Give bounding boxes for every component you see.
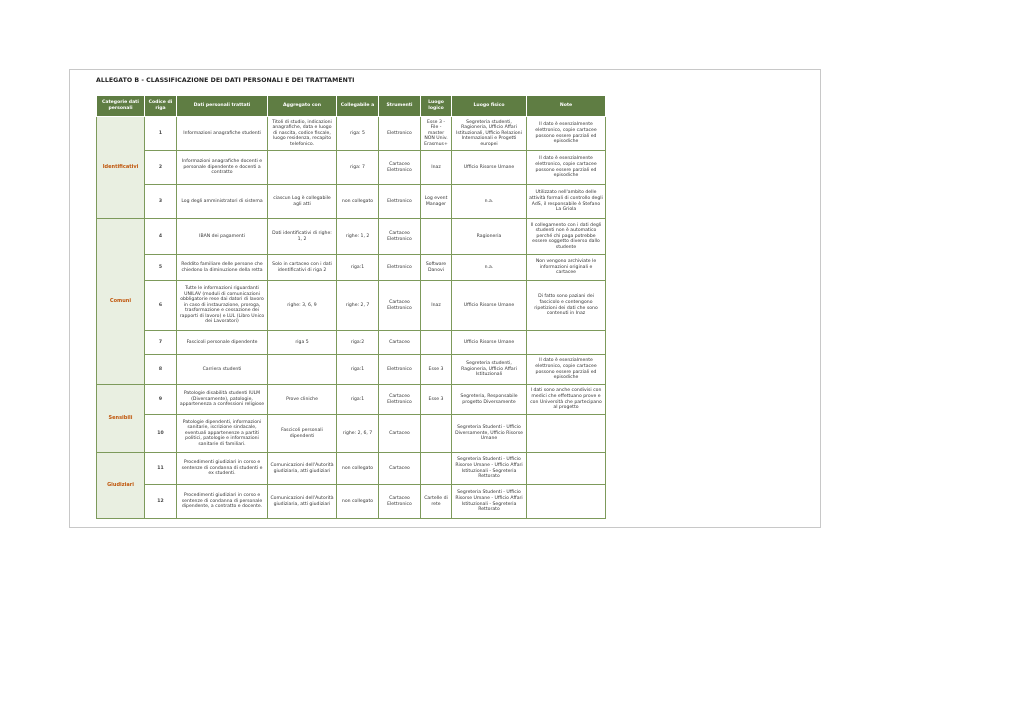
table-row — [97, 255, 606, 281]
cell-luogo-logico — [421, 415, 452, 453]
cell-luogo-logico: Log event Manager — [421, 185, 452, 219]
cell-collegabile: riga:1 — [337, 355, 379, 385]
cell-luogo-logico: Esse 3 - File - master NON Univ. Erasmus+ — [421, 117, 452, 151]
table-row — [97, 185, 606, 219]
classification-table — [96, 95, 606, 519]
cell-codice: 11 — [145, 453, 177, 485]
table-row — [97, 219, 606, 255]
category-cell: Giudiziari — [97, 453, 145, 519]
header-categoria: Categorie dati personali — [97, 96, 145, 117]
cell-dati: Procedimenti giudiziari in corso e sentenze di condanna di studenti e ex studenti. — [177, 453, 268, 485]
cell-collegabile: riga:1 — [337, 255, 379, 281]
cell-luogo-fisico: Ufficio Risorse Umane — [452, 151, 527, 185]
cell-collegabile: riga:2 — [337, 331, 379, 355]
cell-luogo-fisico: n.a. — [452, 185, 527, 219]
cell-note: Il dato è esenzialmente elettronico, copie cartacee possono essere parziali ed episodiche — [527, 151, 606, 185]
table-row — [97, 385, 606, 415]
cell-luogo-fisico: Segreteria Studenti - Ufficio Risorse Umane - Ufficio Affari Istituzionali - Segreteria Rettorato — [452, 485, 527, 519]
table-row — [97, 355, 606, 385]
cell-strumenti: Elettronico — [379, 255, 421, 281]
header-note: Note — [527, 96, 606, 117]
category-cell: Identificativi — [97, 117, 145, 219]
cell-note: Il dato è esenzialmente elettronico, copie cartacee possono essere parziali ed episodiche — [527, 117, 606, 151]
cell-luogo-logico: Software Danovi — [421, 255, 452, 281]
header-collegabile: Collegabile a — [337, 96, 379, 117]
cell-luogo-logico: Inaz — [421, 151, 452, 185]
cell-aggregato: Titoli di studio, indicazioni anagrafiche, data e luogo di nascita, codice fiscale, luogo residenza, recapito telefonico. — [268, 117, 337, 151]
cell-strumenti: Elettronico — [379, 185, 421, 219]
cell-dati: Reddito familiare delle persone che chiedono la diminuzione della retta — [177, 255, 268, 281]
cell-dati: Fascicoli personale dipendente — [177, 331, 268, 355]
header-dati: Dati personali trattati — [177, 96, 268, 117]
cell-codice: 3 — [145, 185, 177, 219]
cell-luogo-logico: Inaz — [421, 281, 452, 331]
cell-luogo-fisico: Segreteria Studenti - Ufficio Risorse Umane - Ufficio Affari Istituzionali - Segreteria Rettorato — [452, 453, 527, 485]
cell-strumenti: Cartaceo Elettronico — [379, 385, 421, 415]
cell-luogo-fisico: Ragioneria — [452, 219, 527, 255]
cell-luogo-fisico: Segreteria Studenti - Ufficio Diversamente, Ufficio Risorse Umane — [452, 415, 527, 453]
cell-note: Di fatto sono paziani dei fascicolo e contengono ripetizioni dei dati che sono contenuti in Inaz — [527, 281, 606, 331]
cell-collegabile: non collegato — [337, 485, 379, 519]
cell-collegabile: riga: 5 — [337, 117, 379, 151]
cell-dati: Patologie disabilità studenti IULM (Diversamente), patologie, appartenenza a confessioni religiose — [177, 385, 268, 415]
category-cell: Sensibili — [97, 385, 145, 453]
table-row — [97, 415, 606, 453]
table-row — [97, 485, 606, 519]
cell-luogo-logico — [421, 219, 452, 255]
cell-codice: 9 — [145, 385, 177, 415]
cell-note — [527, 415, 606, 453]
cell-collegabile: riga:1 — [337, 385, 379, 415]
cell-luogo-logico: Esse 3 — [421, 355, 452, 385]
cell-codice: 2 — [145, 151, 177, 185]
cell-codice: 4 — [145, 219, 177, 255]
cell-strumenti: Cartaceo Elettronico — [379, 219, 421, 255]
cell-luogo-fisico: Segreteria, Responsabile progetto Diversamente — [452, 385, 527, 415]
category-cell: Comuni — [97, 219, 145, 385]
cell-collegabile: riga: 7 — [337, 151, 379, 185]
cell-codice: 12 — [145, 485, 177, 519]
cell-aggregato — [268, 355, 337, 385]
cell-aggregato — [268, 151, 337, 185]
cell-codice: 1 — [145, 117, 177, 151]
cell-note — [527, 453, 606, 485]
cell-luogo-fisico: Ufficio Risorse Umane — [452, 281, 527, 331]
cell-codice: 7 — [145, 331, 177, 355]
cell-note: Il collegamento con i dati degli studenti non è automatico perché chi paga potrebbe essere soggetto diverso dallo studente — [527, 219, 606, 255]
table-row — [97, 151, 606, 185]
cell-aggregato: ciascun Log è collegabile agli atti — [268, 185, 337, 219]
cell-aggregato: righe: 3, 6, 9 — [268, 281, 337, 331]
cell-strumenti: Cartaceo Elettronico — [379, 281, 421, 331]
cell-luogo-logico — [421, 453, 452, 485]
table-header-row — [97, 96, 606, 117]
cell-aggregato: Dati identificativi di righe: 1, 2 — [268, 219, 337, 255]
cell-codice: 8 — [145, 355, 177, 385]
cell-collegabile: righe: 1, 2 — [337, 219, 379, 255]
cell-note — [527, 485, 606, 519]
cell-strumenti: Cartaceo — [379, 331, 421, 355]
cell-aggregato: Prove cliniche — [268, 385, 337, 415]
table-body — [97, 117, 606, 519]
table-row — [97, 453, 606, 485]
cell-codice: 6 — [145, 281, 177, 331]
cell-strumenti: Elettronico — [379, 355, 421, 385]
cell-luogo-fisico: n.a. — [452, 255, 527, 281]
cell-collegabile: non collegato — [337, 453, 379, 485]
cell-strumenti: Cartaceo — [379, 453, 421, 485]
cell-note: Non vengono archiviate le informazioni originali e cartacee — [527, 255, 606, 281]
cell-dati: Procedimenti giudiziari in corso e sentenze di condanna di personale dipendente, a contratto e docente. — [177, 485, 268, 519]
cell-dati: Informazioni anagrafiche studenti — [177, 117, 268, 151]
cell-aggregato: riga 5 — [268, 331, 337, 355]
cell-luogo-logico: Cartelle di rete — [421, 485, 452, 519]
table-row — [97, 331, 606, 355]
cell-luogo-logico — [421, 331, 452, 355]
cell-collegabile: righe: 2, 6, 7 — [337, 415, 379, 453]
cell-dati: Log degli amministratori di sistema — [177, 185, 268, 219]
header-luogo-logico: Luogo logico — [421, 96, 452, 117]
table-row — [97, 281, 606, 331]
cell-luogo-fisico: Ufficio Risorse Umane — [452, 331, 527, 355]
cell-note: Utilizzato nell'ambito delle attività formali di controllo degli AdS, il responsabile è Stefano La Griola — [527, 185, 606, 219]
document-title: ALLEGATO B - CLASSIFICAZIONE DEI DATI PERSONALI E DEI TRATTAMENTI — [96, 77, 355, 84]
cell-strumenti: Cartaceo Elettronico — [379, 151, 421, 185]
cell-aggregato: Fascicoli personali dipendenti — [268, 415, 337, 453]
header-aggregato: Aggregato con — [268, 96, 337, 117]
header-luogo-fisico: Luogo fisico — [452, 96, 527, 117]
cell-luogo-fisico: Segreteria studenti, Ragioneria, Ufficio Affari Istituzionali, Ufficio Relazioni Internazionali e Progetti europei — [452, 117, 527, 151]
cell-aggregato: Solo in cartaceo con i dati identificativi di riga 2 — [268, 255, 337, 281]
cell-note — [527, 331, 606, 355]
cell-aggregato: Comunicazioni dell'Autorità giudiziaria, atti giudiziari — [268, 485, 337, 519]
cell-collegabile: righe: 2, 7 — [337, 281, 379, 331]
cell-note: I dati sono anche condivisi con medici che effettuano prove e con Università che partecipano al progetto — [527, 385, 606, 415]
cell-collegabile: non collegato — [337, 185, 379, 219]
cell-strumenti: Cartaceo — [379, 415, 421, 453]
cell-strumenti: Elettronico — [379, 117, 421, 151]
cell-dati: IBAN dei pagamenti — [177, 219, 268, 255]
cell-strumenti: Cartaceo Elettronico — [379, 485, 421, 519]
cell-dati: Tutte le informazioni riguardanti UNILAV (moduli di comunicazioni obbligatorie rese dai datori di lavoro in caso di instaurazione, proroga, trasformazione e cessazione dei rapporti di lavoro) e LUL (Libro Unico dei Lavoratori) — [177, 281, 268, 331]
cell-aggregato: Comunicazioni dell'Autorità giudiziaria, atti giudiziari — [268, 453, 337, 485]
cell-codice: 5 — [145, 255, 177, 281]
cell-dati: Carriera studenti — [177, 355, 268, 385]
cell-codice: 10 — [145, 415, 177, 453]
header-strumenti: Strumenti — [379, 96, 421, 117]
cell-dati: Informazioni anagrafiche docenti e personale dipendente e docenti a contratto — [177, 151, 268, 185]
header-codice: Codice di riga — [145, 96, 177, 117]
cell-dati: Patologie dipendenti, informazioni sanitarie, iscrizione sindacale, eventuali appartenenze a partiti politici, patologie e informazioni sanitarie di familiari. — [177, 415, 268, 453]
cell-note: Il dato è esenzialmente elettronico, copie cartacee possono essere parziali ed episodiche — [527, 355, 606, 385]
cell-luogo-fisico: Segreteria studenti, Ragioneria, Ufficio Affari Istituzionali — [452, 355, 527, 385]
cell-luogo-logico: Esse 3 — [421, 385, 452, 415]
table-row — [97, 117, 606, 151]
